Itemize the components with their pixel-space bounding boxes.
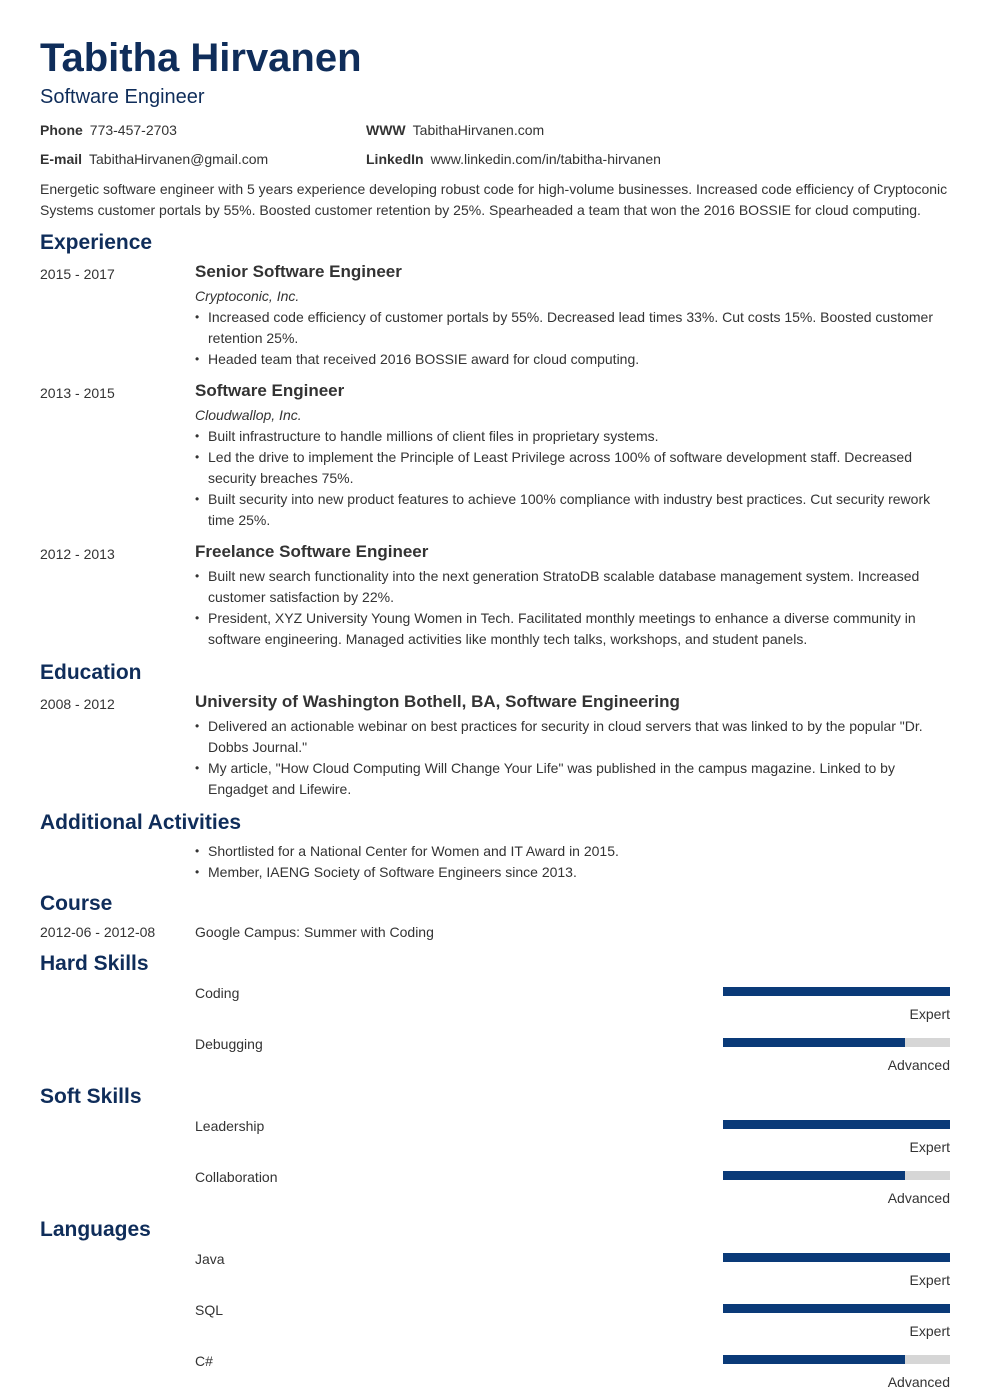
entry-role: Freelance Software Engineer [195,542,429,561]
entry-date: 2012-06 - 2012-08 [40,924,156,940]
section-title-activities: Additional Activities [40,811,242,834]
contact-linkedin [366,150,661,168]
contact-label: E-mail [40,151,83,167]
section-title-course: Course [40,892,113,915]
entry-company: Cloudwallop, Inc. [195,407,302,423]
skill-rating-bar [723,987,950,996]
entry-date: 2015 - 2017 [40,266,115,282]
entry-role: Software Engineer [195,381,345,400]
bullet-item: • Member, IAENG Society of Software Engineers since 2013. [195,862,950,883]
contact-phone [40,121,177,139]
bullet-item: • Built security into new product features to achieve 100% compliance with industry best practices. Cut security rework time 25%. [195,489,950,531]
entry-bullets [195,566,950,650]
skill-rating-bar [723,1120,950,1129]
entry-degree: University of Washington Bothell, BA, Software Engineering [195,692,680,711]
language-row [195,1250,950,1294]
section-title-languages: Languages [40,1218,151,1241]
language-row [195,1352,950,1396]
bullet-item: • Led the drive to implement the Principle of Least Privilege across 100% of software development staff. Decreased security breaches 75%. [195,447,950,489]
entry-date: 2013 - 2015 [40,385,115,401]
section-title-experience: Experience [40,231,153,254]
skill-row [195,1035,950,1079]
section-title-education: Education [40,661,142,684]
entry-role: Senior Software Engineer [195,262,402,281]
bullet-item: • Delivered an actionable webinar on best practices for security in cloud servers that was linked to by the popular "Dr. Dobbs Journal." [195,716,950,758]
language-name: C# [195,1353,213,1369]
skill-rating-bar [723,1171,950,1180]
contact-value[interactable]: www.linkedin.com/in/tabitha-hirvanen [430,151,661,167]
bullet-item: • Shortlisted for a National Center for Women and IT Award in 2015. [195,841,950,862]
entry-bullets [195,426,950,531]
contact-value[interactable]: TabithaHirvanen.com [412,122,545,138]
contact-www [366,121,544,139]
skill-name: Debugging [195,1036,263,1052]
contact-email [40,150,268,168]
section-title-hard-skills: Hard Skills [40,952,149,975]
skill-level: Advanced [887,1057,950,1073]
bullet-item: • Built new search functionality into the next generation StratoDB scalable database management system. Increased customer satisfaction by 22%. [195,566,950,608]
skill-name: Collaboration [195,1169,278,1185]
section-title-soft-skills: Soft Skills [40,1085,142,1108]
contact-label: Phone [40,122,83,138]
language-rating-bar [723,1304,950,1313]
language-level: Expert [909,1323,950,1339]
skill-name: Leadership [195,1118,265,1134]
entry-date: 2008 - 2012 [40,696,115,712]
language-name: Java [195,1251,225,1267]
contact-value[interactable]: TabithaHirvanen@gmail.com [89,151,269,167]
skill-level: Expert [909,1139,950,1155]
skill-row [195,1117,950,1161]
language-rating-bar [723,1355,950,1364]
contact-value: 773-457-2703 [89,122,177,138]
language-level: Expert [909,1272,950,1288]
bullet-item: • Increased code efficiency of customer portals by 55%. Decreased lead times 33%. Cut costs 15%. Boosted customer retention 25%. [195,307,950,349]
contact-label: WWW [366,122,406,138]
skill-level: Expert [909,1006,950,1022]
skill-rating-bar [723,1038,950,1047]
language-row [195,1301,950,1345]
language-rating-bar [723,1253,950,1262]
entry-bullets [195,716,950,800]
skill-level: Advanced [887,1190,950,1206]
skill-row [195,984,950,1028]
bullet-item: • President, XYZ University Young Women in Tech. Facilitated monthly meetings to enhance a diverse community in software engineering. Managed activities like monthly tech talks, workshops, and student panels. [195,608,950,650]
contact-label: LinkedIn [366,151,424,167]
candidate-name: Tabitha Hirvanen [40,36,362,80]
language-name: SQL [195,1302,224,1318]
activities-bullets [195,841,950,883]
entry-date: 2012 - 2013 [40,546,115,562]
candidate-title: Software Engineer [40,86,205,108]
entry-company: Cryptoconic, Inc. [195,288,300,304]
skill-row [195,1168,950,1212]
entry-bullets [195,307,950,370]
skill-name: Coding [195,985,240,1001]
bullet-item: • My article, "How Cloud Computing Will Change Your Life" was published in the campus magazine. Linked to by Engadget and Lifewire. [195,758,950,800]
bullet-item: • Headed team that received 2016 BOSSIE award for cloud computing. [195,349,950,370]
bullet-item: • Built infrastructure to handle millions of client files in proprietary systems. [195,426,950,447]
course-name: Google Campus: Summer with Coding [195,924,434,940]
profile-summary: Energetic software engineer with 5 years experience developing robust code for high-volume businesses. Increased code efficiency of Cryptoconic Systems customer portals by 55%. Boosted customer retention by 25%. Spearheaded a team that won the 2016 BOSSIE for cloud computing. [40,181,948,218]
language-level: Advanced [887,1374,950,1390]
